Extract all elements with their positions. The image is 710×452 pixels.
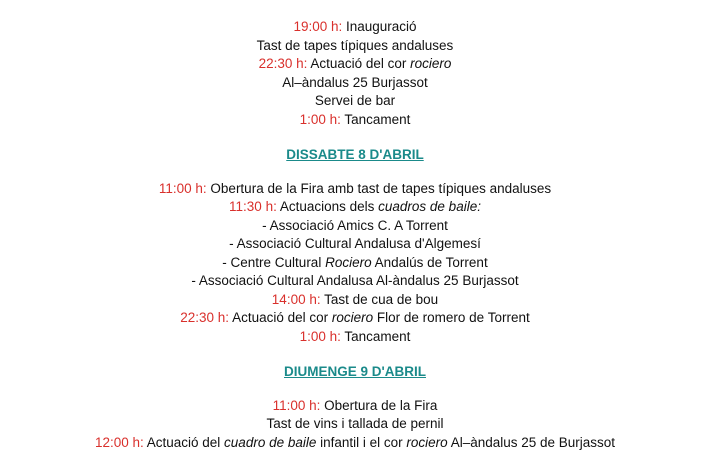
event-text: Tast de cua de bou [321,292,439,307]
schedule-line [0,272,710,291]
saturday-schedule [0,180,710,347]
event-text: Andalús de Torrent [372,255,488,270]
event-time: 22:30 h: [180,310,229,325]
event-text: Actuacions dels [277,199,378,214]
event-text-italic: rociero [410,56,451,71]
event-text: Actuació del cor [229,310,332,325]
schedule-line [0,309,710,328]
saturday-heading: DISSABTE 8 D'ABRIL [0,146,710,165]
event-text: Obertura de la Fira [320,398,437,413]
event-text: Inauguració [342,19,416,34]
event-text: Al–àndalus 25 de Burjassot [448,435,615,450]
schedule-line [0,37,710,56]
friday-schedule [0,18,710,129]
event-text-italic: Rociero [325,255,372,270]
event-text: Actuació del cor [307,56,410,71]
schedule-line [0,55,710,74]
event-text: Servei de bar [315,93,395,108]
event-text: - Centre Cultural [222,255,325,270]
event-text-italic: rociero [406,435,447,450]
schedule-line [0,180,710,199]
sunday-schedule [0,397,710,452]
schedule-line [0,397,710,416]
schedule-line [0,18,710,37]
event-text: Actuació del [144,435,224,450]
schedule-line [0,434,710,452]
schedule-line [0,217,710,236]
event-text: - Associació Cultural Andalusa d'Algemesí [229,236,481,251]
schedule-line [0,415,710,434]
event-text: Al–àndalus 25 Burjassot [282,75,428,90]
event-text: Tast de vins i tallada de pernil [266,416,443,431]
schedule-line [0,92,710,111]
event-text-italic: cuadro de baile [224,435,316,450]
event-time: 19:00 h: [293,19,342,34]
event-text: Tancament [341,112,411,127]
event-text: infantil i el cor [316,435,406,450]
schedule-line [0,254,710,273]
event-text: Flor de romero de Torrent [373,310,530,325]
event-time: 12:00 h: [95,435,144,450]
event-time: 22:30 h: [259,56,308,71]
event-text-italic: rociero [332,310,373,325]
schedule-line [0,74,710,93]
event-time: 11:00 h: [159,181,207,196]
event-text: - Associació Amics C. A Torrent [262,218,448,233]
event-time: 1:00 h: [300,329,341,344]
schedule-line [0,198,710,217]
event-text-italic: cuadros de baile: [378,199,481,214]
event-time: 14:00 h: [272,292,321,307]
schedule-document [0,18,710,452]
event-text: Tancament [341,329,411,344]
event-time: 1:00 h: [300,112,341,127]
sunday-heading: DIUMENGE 9 D'ABRIL [0,363,710,382]
event-text: - Associació Cultural Andalusa Al-àndalus 25 Burjassot [191,273,518,288]
event-text: Obertura de la Fira amb tast de tapes típiques andaluses [207,181,551,196]
schedule-line [0,235,710,254]
event-time: 11:00 h: [273,398,321,413]
schedule-line [0,328,710,347]
event-text: Tast de tapes típiques andaluses [257,38,454,53]
schedule-line [0,291,710,310]
event-time: 11:30 h: [229,199,277,214]
schedule-line [0,111,710,130]
